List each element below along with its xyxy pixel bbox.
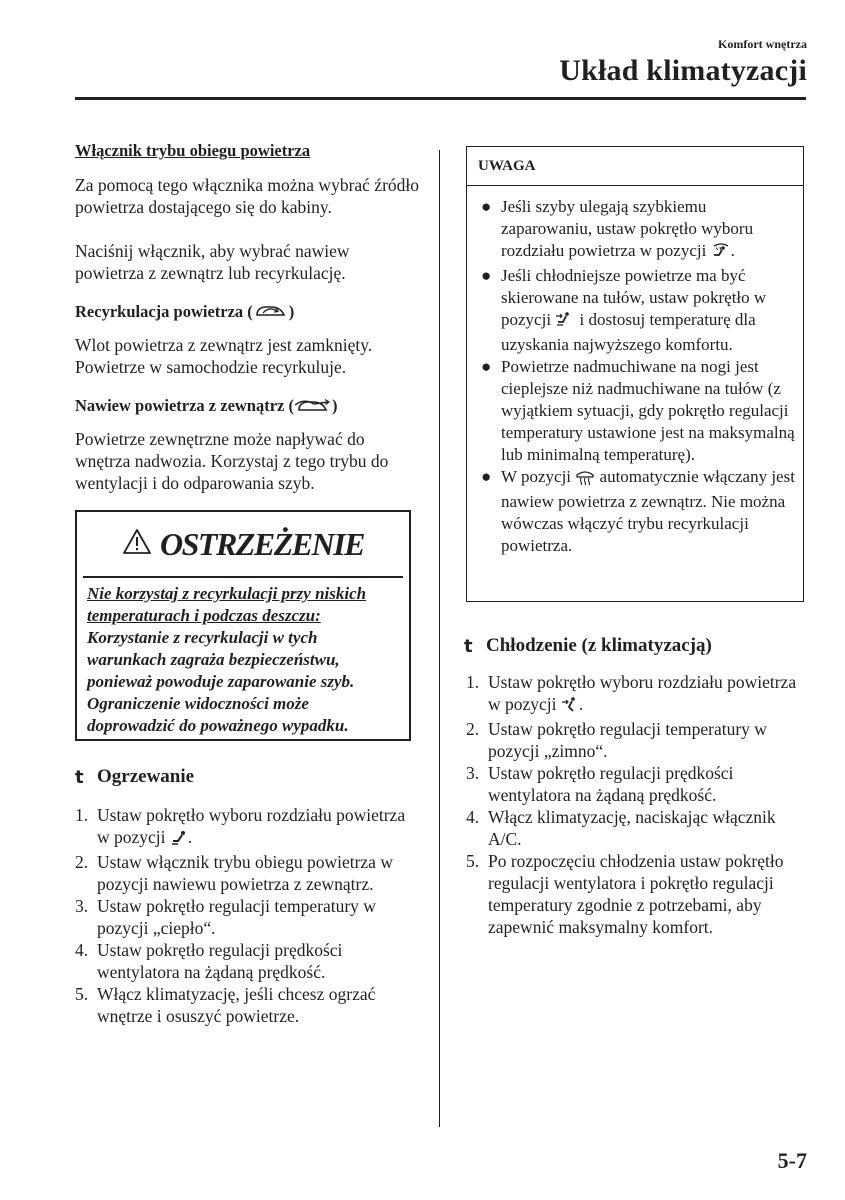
step-text: Ustaw włącznik trybu obiegu powietrza w pozycji nawiewu powietrza z zewnątrz. — [97, 852, 393, 894]
floor-mode-icon — [170, 829, 188, 851]
cooling-heading-text: Chłodzenie (z klimatyzacją) — [486, 635, 712, 656]
note-text: Jeśli szyby ulegają szybkiemu zaparowaniu, ustaw pokrętło wyboru rozdziału powietrza w pozycji — [501, 197, 754, 260]
step-text-tail: . — [578, 694, 584, 714]
cooling-steps — [466, 671, 806, 938]
bullet-icon: ● — [481, 197, 492, 216]
outside-air-heading-end: ) — [332, 396, 338, 415]
list-item — [75, 983, 420, 1027]
list-item — [466, 718, 806, 762]
note-box — [466, 146, 804, 602]
step-number: 2. — [75, 852, 89, 872]
step-text: Ustaw pokrętło regulacji temperatury w pozycji „ciepło“. — [97, 896, 376, 938]
warning-title: OSTRZEŻENIE — [160, 525, 364, 562]
cooling-heading — [464, 635, 712, 657]
warning-condition: Nie korzystaj z recyrkulacji przy niskich temperaturach i podczas deszczu: — [87, 584, 367, 625]
step-text: Włącz klimatyzację, naciskając włącznik A/C. — [488, 807, 776, 849]
step-text: Ustaw pokrętło wyboru rozdziału powietrza w pozycji — [488, 672, 797, 714]
list-item — [466, 806, 806, 850]
warning-body — [77, 578, 409, 737]
floor-defrost-mode-icon — [711, 242, 731, 265]
step-text: Ustaw pokrętło regulacji temperatury w pozycji „zimno“. — [488, 719, 767, 761]
note-text-tail: . — [730, 241, 735, 260]
note-title: UWAGA — [478, 157, 536, 174]
list-item — [466, 762, 806, 806]
heating-heading — [75, 766, 194, 788]
list-item — [466, 850, 806, 938]
switch-instruction: Naciśnij włącznik, aby wybrać nawiew powietrza z zewnątrz lub recyrkulację. — [75, 241, 350, 283]
step-number: 3. — [466, 763, 480, 783]
step-text: Włącz klimatyzację, jeśli chcesz ogrzać wnętrze i osuszyć powietrze. — [97, 984, 376, 1026]
recirculation-heading — [75, 302, 294, 325]
step-text: Po rozpoczęciu chłodzenia ustaw pokrętło regulacji wentylatora i pokrętło regulacji temperatury zgodnie z potrzebami, aby zapewnić maksymalny komfort. — [488, 851, 784, 937]
section-marker-icon: t — [464, 635, 473, 657]
vent-mode-icon — [561, 696, 579, 718]
list-item — [466, 671, 806, 718]
list-item — [75, 851, 420, 895]
note-text-tail: i dostosuj temperaturę dla uzyskania najwyższego komfortu. — [501, 310, 756, 354]
outside-air-text: Powietrze zewnętrzne może napływać do wnętrza nadwozia. Korzystaj z tego trybu do wentylacji i do odparowania szyb. — [75, 429, 389, 493]
column-divider — [439, 150, 440, 1127]
outside-air-heading-text: Nawiew powietrza z zewnątrz ( — [75, 396, 294, 415]
warning-consequence: Korzystanie z recyrkulacji w tych warunkach zagraża bezpieczeństwu, ponieważ powoduje zaparowanie szyb. Ograniczenie widoczności może doprowadzić do poważnego wypadku. — [87, 628, 355, 735]
step-number: 5. — [75, 984, 89, 1004]
bullet-icon: ● — [481, 357, 492, 376]
step-number: 4. — [75, 940, 89, 960]
note-text-tail: automatycznie włączany jest nawiew powietrza z zewnątrz. Nie można wówczas włączyć trybu recyrkulacji powietrza. — [501, 467, 795, 555]
outside-air-icon — [294, 396, 332, 419]
page-title: Układ klimatyzacji — [559, 54, 807, 87]
note-text: Powietrze nadmuchiwane na nogi jest cieplejsze niż nadmuchiwane na tułów (z wyjątkiem sytuacji, gdy pokrętło regulacji temperatury ustawione jest na maksymalną lub minimalną temperaturę). — [501, 357, 795, 464]
step-text: Ustaw pokrętło regulacji prędkości wentylatora na żądaną prędkość. — [488, 763, 734, 805]
warning-box — [75, 510, 411, 741]
defrost-icon — [575, 469, 595, 491]
switch-heading: Włącznik trybu obiegu powietrza — [75, 141, 311, 160]
list-item — [75, 804, 420, 851]
section-marker-icon: t — [75, 766, 84, 788]
step-number: 2. — [466, 719, 480, 739]
bi-level-mode-icon — [555, 311, 575, 334]
heating-heading-text: Ogrzewanie — [97, 766, 195, 787]
list-item — [75, 895, 420, 939]
step-text: Ustaw pokrętło regulacji prędkości wentylatora na żądaną prędkość. — [97, 940, 343, 982]
header-rule — [75, 97, 806, 100]
step-number: 1. — [75, 805, 89, 825]
recirculation-heading-end: ) — [288, 302, 295, 321]
list-item — [479, 356, 795, 466]
list-item — [479, 265, 795, 356]
step-text: Ustaw pokrętło wyboru rozdziału powietrza w pozycji — [97, 805, 406, 847]
step-number: 1. — [466, 672, 480, 692]
warning-header — [77, 512, 409, 576]
list-item — [479, 466, 795, 557]
warning-triangle-icon — [122, 528, 152, 560]
note-text: W pozycji — [501, 467, 572, 486]
step-text-tail: . — [187, 827, 193, 847]
bullet-icon: ● — [481, 266, 492, 285]
recirculation-icon — [253, 302, 289, 325]
page-number: 5-7 — [777, 1148, 807, 1173]
switch-intro: Za pomocą tego włącznika można wybrać źródło powietrza dostającego się do kabiny. — [75, 175, 420, 217]
recirculation-heading-text: Recyrkulacja powietrza ( — [75, 302, 253, 321]
outside-air-heading — [75, 396, 338, 419]
note-list — [467, 186, 803, 557]
step-number: 5. — [466, 851, 480, 871]
bullet-icon: ● — [481, 467, 492, 486]
section-label: Komfort wnętrza — [718, 37, 807, 51]
list-item — [75, 939, 420, 983]
recirculation-text: Wlot powietrza z zewnątrz jest zamknięty. Powietrze w samochodzie recyrkuluje. — [75, 335, 373, 377]
step-number: 4. — [466, 807, 480, 827]
heating-steps — [75, 804, 420, 1027]
list-item — [479, 196, 795, 265]
note-text: Jeśli chłodniejsze powietrze ma być skierowane na tułów, ustaw pokrętło w pozycji — [501, 266, 767, 329]
step-number: 3. — [75, 896, 89, 916]
